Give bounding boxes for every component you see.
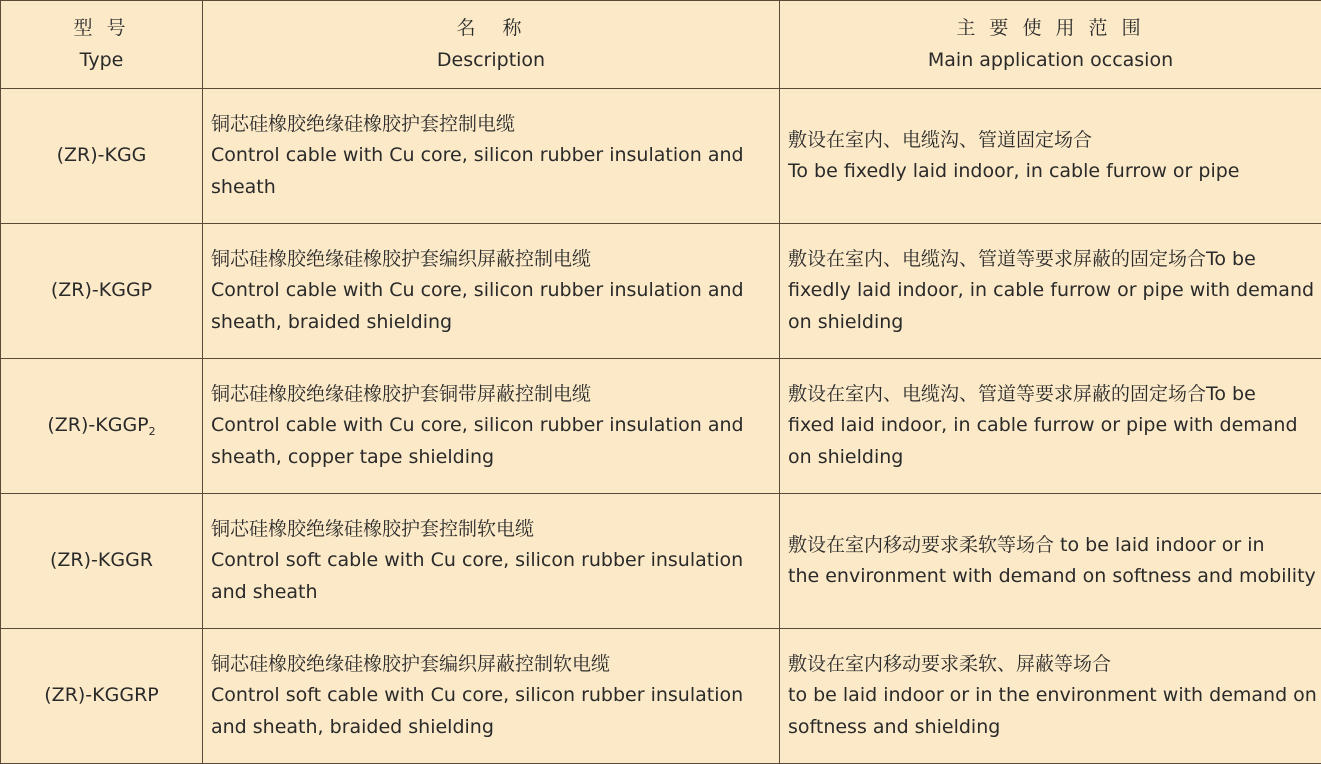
- type-cell: [1, 224, 203, 359]
- description-cn: 铜芯硅橡胶绝缘硅橡胶护套铜带屏蔽控制电缆: [211, 379, 775, 411]
- type-cell: [1, 494, 203, 629]
- description-en-line-2: sheath: [211, 172, 775, 204]
- description-cn: 铜芯硅橡胶绝缘硅橡胶护套控制电缆: [211, 109, 775, 141]
- table-row: [1, 224, 1321, 359]
- header-type: [1, 1, 203, 89]
- type-cell: [1, 359, 203, 494]
- application-line-1: 敷设在室内移动要求柔软等场合 to be laid indoor or in: [788, 530, 1317, 562]
- application-cell: [780, 629, 1321, 764]
- header-application-en: Main application occasion: [780, 45, 1321, 77]
- description-cell: [203, 224, 780, 359]
- application-line-1: 敷设在室内、电缆沟、管道固定场合: [788, 125, 1317, 157]
- header-description-cn: 名 称: [203, 13, 779, 45]
- description-cn: 铜芯硅橡胶绝缘硅橡胶护套控制软电缆: [211, 514, 775, 546]
- type-value: (ZR)-KGGRP: [44, 684, 158, 706]
- header-type-cn: 型 号: [1, 13, 202, 45]
- type-value: (ZR)-KGGR: [50, 549, 153, 571]
- description-en-line-1: Control cable with Cu core, silicon rubber insulation and: [211, 275, 775, 307]
- description-en-line-2: and sheath, braided shielding: [211, 712, 775, 744]
- application-line-2: fixed laid indoor, in cable furrow or pipe with demand: [788, 410, 1317, 442]
- header-application: [780, 1, 1321, 89]
- description-en-line-2: and sheath: [211, 577, 775, 609]
- application-line-3: softness and shielding: [788, 712, 1317, 744]
- header-description: [203, 1, 780, 89]
- description-en-line-1: Control cable with Cu core, silicon rubber insulation and: [211, 410, 775, 442]
- type-subscript: 2: [149, 425, 156, 438]
- application-line-1: 敷设在室内移动要求柔软、屏蔽等场合: [788, 649, 1317, 681]
- description-cell: [203, 89, 780, 224]
- application-line-3: on shielding: [788, 307, 1317, 339]
- type-value: (ZR)-KGGP: [51, 279, 152, 301]
- application-line-2: the environment with demand on softness and mobility: [788, 561, 1317, 593]
- description-cell: [203, 629, 780, 764]
- application-cell: [780, 89, 1321, 224]
- type-value: (ZR)-KGGP: [47, 414, 148, 436]
- table-header-row: [1, 1, 1321, 89]
- description-en-line-1: Control soft cable with Cu core, silicon rubber insulation: [211, 545, 775, 577]
- header-type-en: Type: [1, 45, 202, 77]
- description-cell: [203, 359, 780, 494]
- table-row: [1, 494, 1321, 629]
- type-cell: [1, 629, 203, 764]
- application-line-2: fixedly laid indoor, in cable furrow or pipe with demand: [788, 275, 1317, 307]
- description-en-line-2: sheath, braided shielding: [211, 307, 775, 339]
- description-cn: 铜芯硅橡胶绝缘硅橡胶护套编织屏蔽控制软电缆: [211, 649, 775, 681]
- application-line-2: to be laid indoor or in the environment with demand on: [788, 680, 1317, 712]
- description-en-line-1: Control cable with Cu core, silicon rubber insulation and: [211, 140, 775, 172]
- table-row: [1, 89, 1321, 224]
- application-cell: [780, 224, 1321, 359]
- header-application-cn: 主 要 使 用 范 围: [780, 13, 1321, 45]
- type-cell: [1, 89, 203, 224]
- description-en-line-1: Control soft cable with Cu core, silicon rubber insulation: [211, 680, 775, 712]
- application-line-1: 敷设在室内、电缆沟、管道等要求屏蔽的固定场合To be: [788, 379, 1317, 411]
- description-cell: [203, 494, 780, 629]
- type-value: (ZR)-KGG: [57, 144, 147, 166]
- description-cn: 铜芯硅橡胶绝缘硅橡胶护套编织屏蔽控制电缆: [211, 244, 775, 276]
- application-line-1: 敷设在室内、电缆沟、管道等要求屏蔽的固定场合To be: [788, 244, 1317, 276]
- header-description-en: Description: [203, 45, 779, 77]
- description-en-line-2: sheath, copper tape shielding: [211, 442, 775, 474]
- table-row: [1, 629, 1321, 764]
- application-cell: [780, 359, 1321, 494]
- application-line-2: To be fixedly laid indoor, in cable furrow or pipe: [788, 156, 1317, 188]
- application-line-3: on shielding: [788, 442, 1317, 474]
- table-row: [1, 359, 1321, 494]
- application-cell: [780, 494, 1321, 629]
